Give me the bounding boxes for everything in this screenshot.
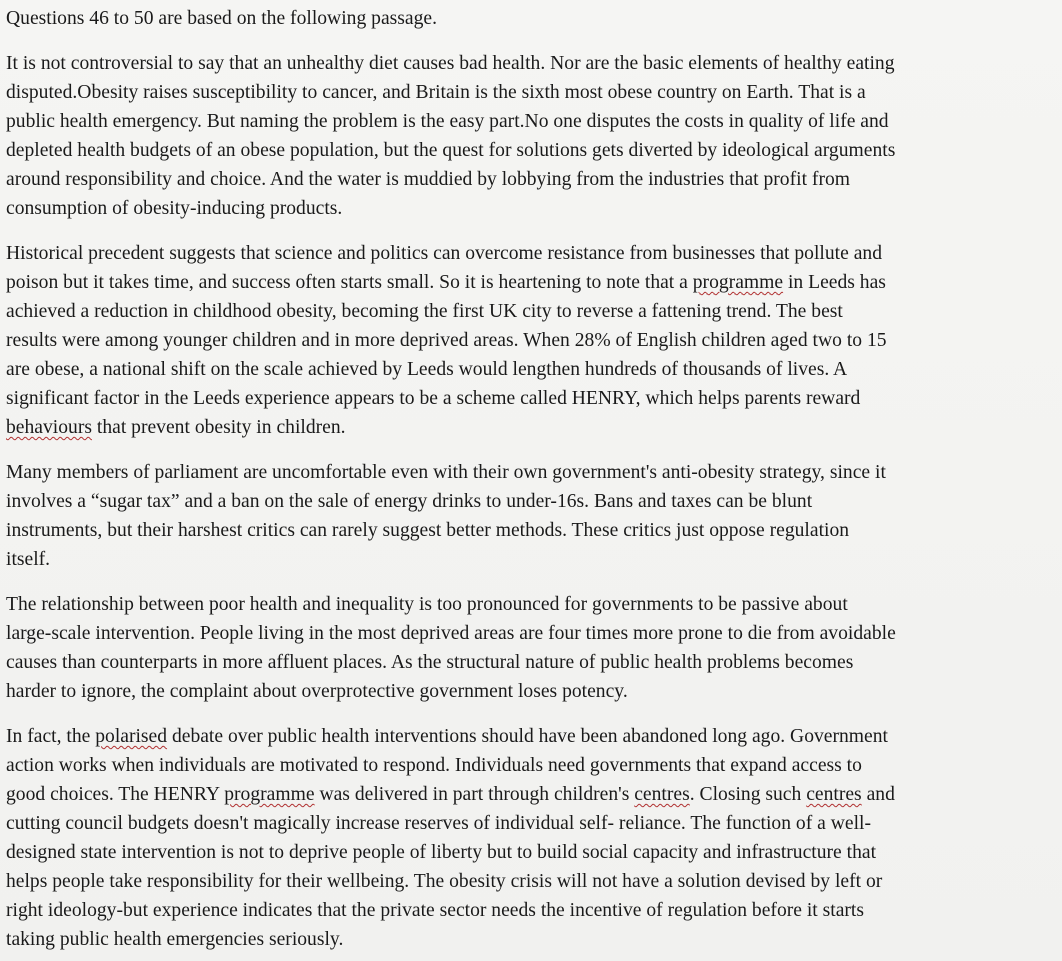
text-run: good choices. The HENRY	[6, 784, 225, 805]
paragraph-line: Historical precedent suggests that science and politics can overcome resistance from businesses that pollute and	[6, 243, 882, 264]
paragraph-line: around responsibility and choice. And the water is muddied by lobbying from the industries that profit from	[6, 169, 851, 190]
paragraph-line: instruments, but their harshest critics can rarely suggest better methods. These critics just oppose regulation	[6, 520, 850, 541]
paragraph-3	[6, 458, 1058, 574]
text-run: that prevent obesity in children.	[91, 417, 346, 438]
paragraph-line	[6, 268, 1058, 297]
spellcheck-marked-word: programme	[692, 272, 784, 293]
paragraph-line: involves a “sugar tax” and a ban on the sale of energy drinks to under-16s. Bans and taxes can be blunt	[6, 491, 813, 512]
paragraph-2	[6, 239, 1058, 442]
paragraph-line: right ideology-but experience indicates that the private sector needs the incentive of regulation before it starts	[6, 900, 865, 921]
paragraph-line	[6, 722, 1058, 751]
paragraph-line: It is not controversial to say that an unhealthy diet causes bad health. Nor are the basic elements of healthy eating	[6, 53, 895, 74]
text-run: in Leeds has	[783, 272, 886, 293]
paragraph-line: action works when individuals are motivated to respond. Individuals need governments that expand access to	[6, 755, 862, 776]
paragraph-line: public health emergency. But naming the problem is the easy part.No one disputes the costs in quality of life and	[6, 111, 889, 132]
paragraph-line: cutting council budgets doesn't magically increase reserves of individual self- reliance. The function of a well-	[6, 813, 871, 834]
text-run: . Closing such	[689, 784, 807, 805]
paragraph-5	[6, 722, 1058, 954]
paragraph-line: harder to ignore, the complaint about overprotective government loses potency.	[6, 681, 628, 702]
text-run: and	[861, 784, 895, 805]
paragraph-line: taking public health emergencies seriously.	[6, 929, 344, 950]
spellcheck-marked-word: programme	[224, 784, 315, 805]
spellcheck-marked-word: polarised	[95, 726, 168, 747]
spellcheck-marked-word: centres	[634, 784, 690, 805]
spellcheck-marked-word: centres	[806, 784, 862, 805]
paragraph-line: The relationship between poor health and inequality is too pronounced for governments to be passive about	[6, 594, 848, 615]
spellcheck-marked-word: behaviours	[6, 417, 92, 438]
paragraph-line: itself.	[6, 549, 51, 570]
paragraph-line	[6, 413, 1058, 442]
paragraph-line: helps people take responsibility for their wellbeing. The obesity crisis will not have a solution devised by left or	[6, 871, 883, 892]
text-run: In fact, the	[6, 726, 96, 747]
paragraph-line: Many members of parliament are uncomfortable even with their own government's anti-obesity strategy, since it	[6, 462, 886, 483]
paragraph-line	[6, 780, 1058, 809]
paragraph-line: depleted health budgets of an obese population, but the quest for solutions gets diverted by ideological arguments	[6, 140, 896, 161]
paragraph-line: are obese, a national shift on the scale achieved by Leeds would lengthen hundreds of thousands of lives. A	[6, 359, 848, 380]
paragraph-line: disputed.Obesity raises susceptibility to cancer, and Britain is the sixth most obese country on Earth. That is a	[6, 82, 866, 103]
paragraph-1	[6, 49, 1058, 223]
paragraph-line: achieved a reduction in childhood obesity, becoming the first UK city to reverse a fattening trend. The best	[6, 301, 843, 322]
paragraph-line: large-scale intervention. People living in the most deprived areas are four times more prone to die from avoidable	[6, 623, 896, 644]
paragraph-line: significant factor in the Leeds experience appears to be a scheme called HENRY, which helps parents reward	[6, 388, 861, 409]
text-run: was delivered in part through children's	[314, 784, 635, 805]
paragraph-line: consumption of obesity-inducing products.	[6, 198, 343, 219]
paragraph-line: designed state intervention is not to deprive people of liberty but to build social capacity and infrastructure that	[6, 842, 877, 863]
paragraph-line: results were among younger children and in more deprived areas. When 28% of English children aged two to 15	[6, 330, 887, 351]
text-run: poison but it takes time, and success often starts small. So it is heartening to note that a	[6, 272, 693, 293]
paragraph-line: causes than counterparts in more affluent places. As the structural nature of public health problems becomes	[6, 652, 854, 673]
paragraph-4	[6, 590, 1058, 706]
passage-heading: Questions 46 to 50 are based on the following passage.	[6, 8, 437, 29]
text-run: debate over public health interventions should have been abandoned long ago. Government	[167, 726, 888, 747]
